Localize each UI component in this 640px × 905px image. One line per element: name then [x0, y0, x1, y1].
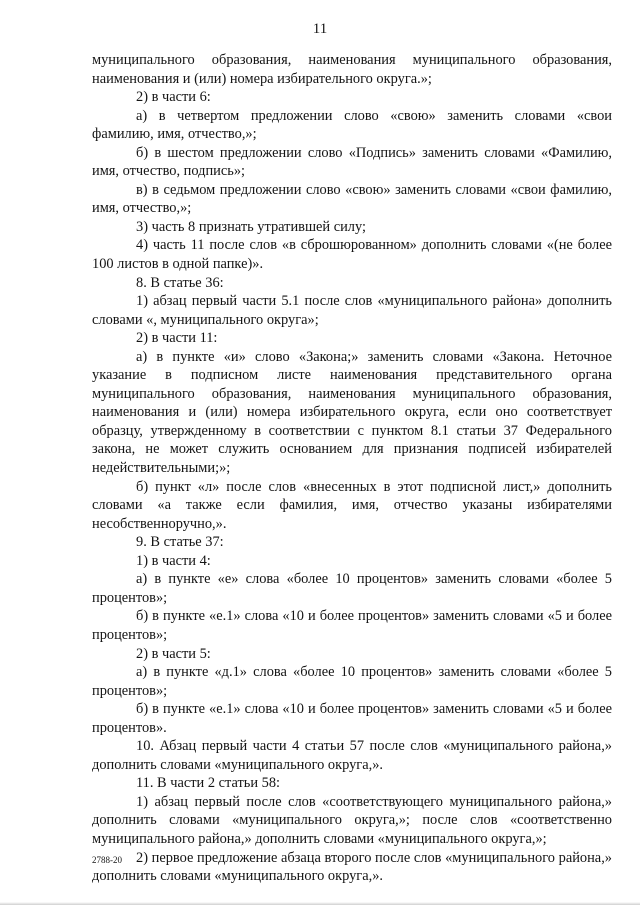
paragraph: в) в седьмом предложении слово «свою» заменить словами «свои фамилию, имя, отчество,»; — [92, 181, 612, 217]
paragraph: 2) в части 5: — [136, 645, 211, 662]
paragraph: муниципального образования, наименования муниципального образования, наименования и (или) номера избирательного округа.»; — [92, 52, 612, 87]
document-code: 2788-20 — [92, 855, 122, 865]
paragraph: б) пункт «л» после слов «внесенных в этот подписной лист,» дополнить словами «а также если фамилия, имя, отчество указаны избирателями несобственноручно,». — [92, 478, 612, 532]
paragraph: 11. В части 2 статьи 58: — [136, 775, 281, 792]
paragraph: а) в пункте «и» слово «Закона;» заменить словами «Закона. Неточное указание в подписном листе наименования представительного органа муниципального образования, наименования муниципального образования, наименования и (или) номера избирательного округа, если оно соответствует образцу, утвержденному в соответствии с пунктом 8.1 статьи 37 Федерального закона, не может служить основанием для признания подписей избирателей недействительными;»; — [92, 348, 612, 477]
paragraph: 10. Абзац первый части 4 статьи 57 после слов «муниципального района,» дополнить словами «муниципального округа,». — [92, 738, 612, 773]
paragraph: 2) в части 11: — [136, 330, 218, 347]
paragraph: 2) в части 6: — [136, 89, 211, 106]
paragraph: 4) часть 11 после слов «в сброшюрованном» дополнить словами «(не более 100 листов в одной папке)». — [92, 237, 612, 273]
paragraph: 3) часть 8 признать утратившей силу; — [136, 218, 366, 235]
paragraph: 1) в части 4: — [136, 552, 211, 569]
paragraph: 1) абзац первый части 5.1 после слов «муниципального района» дополнить словами «, муниципального округа»; — [92, 293, 612, 328]
paragraph: а) в четвертом предложении слово «свою» заменить словами «свои фамилию, имя, отчество,»; — [92, 107, 612, 143]
page-number: 11 — [312, 21, 328, 37]
paragraph: 1) абзац первый после слов «соответствующего муниципального района,» дополнить словами «муниципального округа,»; после слов «соответственно муниципального района,» дополнить словами «муниципального округа,»; — [92, 793, 612, 847]
paragraph: б) в пункте «е.1» слова «10 и более процентов» заменить словами «5 и более процентов»; — [92, 608, 612, 643]
paragraph: а) в пункте «д.1» слова «более 10 процентов» заменить словами «более 5 процентов»; — [92, 664, 612, 699]
paragraph: 8. В статье 36: — [136, 274, 224, 291]
paragraph: б) в шестом предложении слово «Подпись» заменить словами «Фамилию, имя, отчество, подпись»; — [92, 144, 612, 180]
paragraph: б) в пункте «е.1» слова «10 и более процентов» заменить словами «5 и более процентов». — [92, 701, 612, 736]
paragraph: а) в пункте «е» слова «более 10 процентов» заменить словами «более 5 процентов»; — [92, 571, 612, 606]
paragraph: 2) первое предложение абзаца второго после слов «муниципального района,» дополнить словами «муниципального округа,». — [92, 849, 612, 885]
document-body — [92, 51, 612, 886]
paragraph: 9. В статье 37: — [136, 534, 224, 551]
